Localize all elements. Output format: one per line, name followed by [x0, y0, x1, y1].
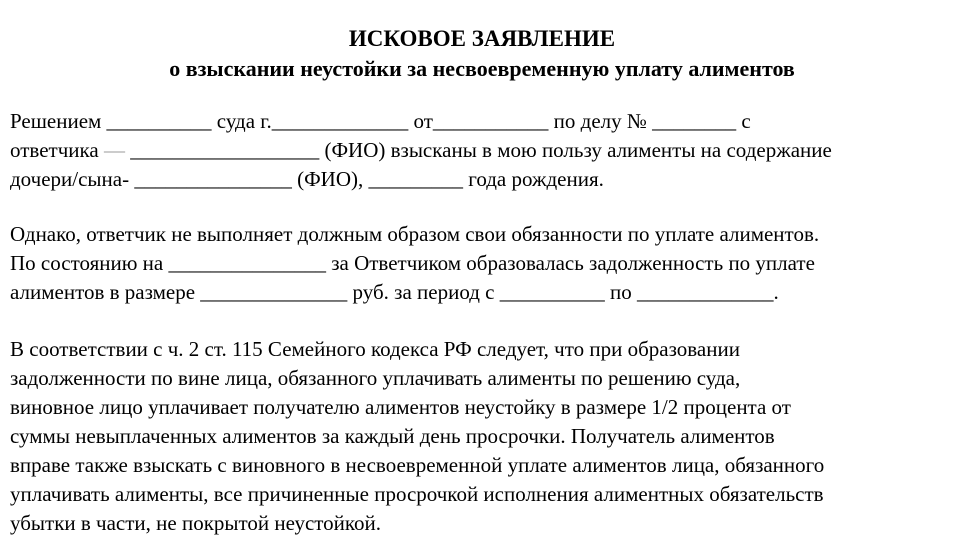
- paragraph-debt-statement-line-1: Однако, ответчик не выполняет должным образом свои обязанности по уплате алиментов.: [10, 222, 820, 246]
- paragraph-court-decision-line-2: [10, 136, 954, 165]
- paragraph-legal-basis-line-2: задолженности по вине лица, обязанного уплачивать алименты по решению суда,: [10, 366, 741, 390]
- paragraph-legal-basis-line-7: убытки в части, не покрытой неустойкой.: [10, 511, 382, 535]
- document-subtitle: о взыскании неустойки за несвоевременную уплату алиментов: [169, 56, 795, 81]
- paragraph-debt-statement-line-2: По состоянию на _______________ за Ответчиком образовалась задолженность по уплате: [10, 251, 815, 275]
- paragraph-debt-statement: [10, 220, 954, 307]
- paragraph-legal-basis-line-5: вправе также взыскать с виновного в несвоевременной уплате алиментов лица, обязанного: [10, 453, 825, 477]
- defendant-dash: —: [103, 138, 125, 162]
- paragraph-legal-basis: [10, 335, 954, 538]
- paragraph-legal-basis-line-1: В соответствии с ч. 2 ст. 115 Семейного кодекса РФ следует, что при образовании: [10, 337, 740, 361]
- paragraph-legal-basis-line-3: виновное лицо уплачивает получателю алиментов неустойку в размере 1/2 процента от: [10, 395, 791, 419]
- document-title: ИСКОВОЕ ЗАЯВЛЕНИЕ: [348, 26, 616, 51]
- paragraph-court-decision: [10, 107, 954, 194]
- paragraph-court-decision-line-1: Решением __________ суда г._____________ от___________ по делу № ________ с: [10, 109, 751, 133]
- defendant-blank-and-text: __________________ (ФИО) взысканы в мою пользу алименты на содержание: [124, 138, 832, 162]
- paragraph-debt-statement-line-3: алиментов в размере ______________ руб. за период с __________ по _____________.: [10, 280, 779, 304]
- paragraph-legal-basis-line-6: уплачивать алименты, все причиненные просрочкой исполнения алиментных обязательств: [10, 482, 824, 506]
- paragraph-legal-basis-line-4: суммы невыплаченных алиментов за каждый день просрочки. Получатель алиментов: [10, 424, 775, 448]
- defendant-label: ответчика: [10, 138, 104, 162]
- paragraph-court-decision-line-3: дочери/сына- _______________ (ФИО), _________ года рождения.: [10, 167, 604, 191]
